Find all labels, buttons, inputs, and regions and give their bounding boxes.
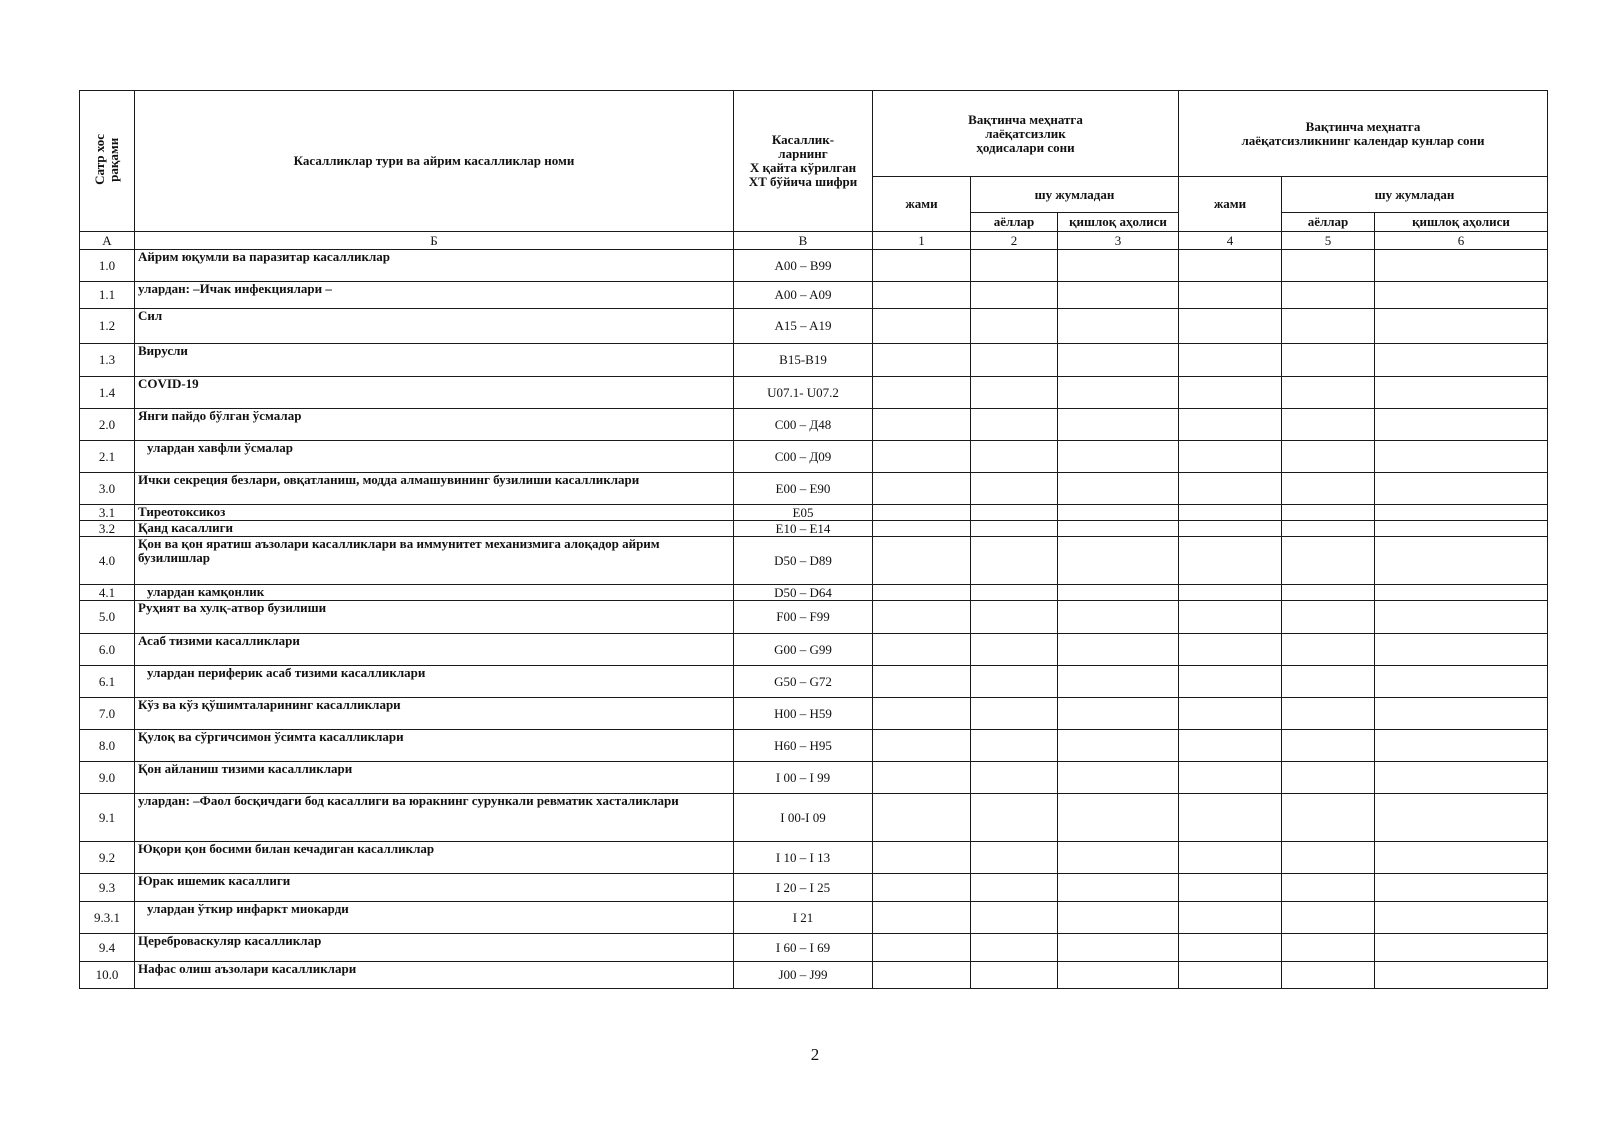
row-number: 6.1	[80, 666, 135, 698]
icd-code: I 00 – I 99	[734, 762, 873, 794]
row-number: 2.0	[80, 409, 135, 441]
column-index: 3	[1058, 232, 1179, 250]
value-cell[interactable]	[1179, 250, 1282, 282]
disease-name: улардан периферик асаб тизими касалликлари	[135, 666, 734, 698]
disease-name: Янги пайдо бўлган ўсмалар	[135, 409, 734, 441]
icd-code: I 60 – I 69	[734, 934, 873, 962]
column-index: Б	[135, 232, 734, 250]
value-cell[interactable]	[1179, 377, 1282, 409]
value-cell[interactable]	[1282, 762, 1375, 794]
column-index: А	[80, 232, 135, 250]
value-cell[interactable]	[1179, 505, 1282, 521]
row-number: 1.1	[80, 282, 135, 309]
table-row	[80, 505, 1548, 521]
header-icd-code: Касаллик- ларнинг Х қайта кўрилган ХТ бўйича шифри	[734, 91, 873, 232]
value-cell[interactable]	[971, 585, 1058, 601]
column-index: 1	[873, 232, 971, 250]
disease-name: Вирусли	[135, 344, 734, 377]
value-cell[interactable]	[1282, 441, 1375, 473]
value-cell[interactable]	[1058, 409, 1179, 441]
value-cell[interactable]	[1282, 505, 1375, 521]
header-cases-rural: қишлоқ аҳолиси	[1058, 213, 1179, 232]
header-days-women: аёллар	[1282, 213, 1375, 232]
value-cell[interactable]	[1282, 601, 1375, 634]
value-cell[interactable]	[1375, 874, 1548, 902]
disease-name: Ички секреция безлари, овқатланиш, модда алмашувининг бузилиши касалликлари	[135, 473, 734, 505]
value-cell[interactable]	[1282, 309, 1375, 344]
value-cell[interactable]	[1375, 666, 1548, 698]
value-cell[interactable]	[1058, 934, 1179, 962]
value-cell[interactable]	[1179, 666, 1282, 698]
table-row	[80, 377, 1548, 409]
value-cell[interactable]	[1179, 794, 1282, 842]
value-cell[interactable]	[1179, 441, 1282, 473]
table-row	[80, 934, 1548, 962]
value-cell[interactable]	[1282, 537, 1375, 585]
value-cell[interactable]	[1282, 730, 1375, 762]
icd-code: G00 – G99	[734, 634, 873, 666]
value-cell[interactable]	[873, 634, 971, 666]
value-cell[interactable]	[1375, 634, 1548, 666]
icd-code: H60 – H95	[734, 730, 873, 762]
row-number: 3.1	[80, 505, 135, 521]
disease-name: Қон ва қон яратиш аъзолари касалликлари ва иммунитет механизмига алоқадор айрим бузилишлар	[135, 537, 734, 585]
morbidity-table	[79, 90, 1548, 989]
value-cell[interactable]	[1179, 874, 1282, 902]
disease-name: улардан ўткир инфаркт миокарди	[135, 902, 734, 934]
value-cell[interactable]	[1058, 762, 1179, 794]
value-cell[interactable]	[1179, 730, 1282, 762]
value-cell[interactable]	[1375, 309, 1548, 344]
table-row	[80, 666, 1548, 698]
value-cell[interactable]	[873, 666, 971, 698]
value-cell[interactable]	[1282, 473, 1375, 505]
table-row	[80, 794, 1548, 842]
icd-code: I 21	[734, 902, 873, 934]
table-row	[80, 344, 1548, 377]
value-cell[interactable]	[1375, 441, 1548, 473]
value-cell[interactable]	[873, 409, 971, 441]
row-number: 10.0	[80, 962, 135, 989]
header-cases-total: жами	[873, 177, 971, 232]
header-days-including: шу жумладан	[1282, 177, 1548, 213]
disease-name: Тиреотоксикоз	[135, 505, 734, 521]
header-row-number-label: Сатр хос рақами	[92, 134, 121, 185]
table-row	[80, 473, 1548, 505]
value-cell[interactable]	[1282, 794, 1375, 842]
value-cell[interactable]	[1282, 962, 1375, 989]
value-cell[interactable]	[1375, 902, 1548, 934]
value-cell[interactable]	[873, 473, 971, 505]
row-number: 1.4	[80, 377, 135, 409]
icd-code: E10 – E14	[734, 521, 873, 537]
value-cell[interactable]	[1282, 666, 1375, 698]
value-cell[interactable]	[1058, 250, 1179, 282]
table-body	[80, 250, 1548, 989]
value-cell[interactable]	[1375, 521, 1548, 537]
row-number: 1.3	[80, 344, 135, 377]
value-cell[interactable]	[1282, 934, 1375, 962]
value-cell[interactable]	[873, 601, 971, 634]
value-cell[interactable]	[971, 794, 1058, 842]
value-cell[interactable]	[873, 962, 971, 989]
value-cell[interactable]	[1375, 537, 1548, 585]
row-number: 7.0	[80, 698, 135, 730]
value-cell[interactable]	[873, 344, 971, 377]
value-cell[interactable]	[1058, 309, 1179, 344]
header-cases-women: аёллар	[971, 213, 1058, 232]
header-days-rural: қишлоқ аҳолиси	[1375, 213, 1548, 232]
value-cell[interactable]	[873, 874, 971, 902]
value-cell[interactable]	[1179, 344, 1282, 377]
value-cell[interactable]	[1058, 794, 1179, 842]
value-cell[interactable]	[1179, 282, 1282, 309]
value-cell[interactable]	[873, 842, 971, 874]
table-row	[80, 537, 1548, 585]
value-cell[interactable]	[1058, 874, 1179, 902]
value-cell[interactable]	[1058, 842, 1179, 874]
column-index: 4	[1179, 232, 1282, 250]
value-cell[interactable]	[971, 409, 1058, 441]
value-cell[interactable]	[1282, 874, 1375, 902]
value-cell[interactable]	[873, 441, 971, 473]
icd-code: D50 – D64	[734, 585, 873, 601]
row-number: 3.0	[80, 473, 135, 505]
disease-name: Юқори қон босими билан кечадиган касалликлар	[135, 842, 734, 874]
value-cell[interactable]	[971, 934, 1058, 962]
value-cell[interactable]	[1179, 521, 1282, 537]
row-number: 9.3.1	[80, 902, 135, 934]
value-cell[interactable]	[873, 934, 971, 962]
value-cell[interactable]	[873, 537, 971, 585]
row-number: 1.2	[80, 309, 135, 344]
value-cell[interactable]	[1375, 934, 1548, 962]
disease-name: Сил	[135, 309, 734, 344]
table-row	[80, 962, 1548, 989]
value-cell[interactable]	[1375, 601, 1548, 634]
value-cell[interactable]	[1375, 377, 1548, 409]
value-cell[interactable]	[971, 601, 1058, 634]
row-number: 8.0	[80, 730, 135, 762]
value-cell[interactable]	[1058, 585, 1179, 601]
value-cell[interactable]	[1282, 344, 1375, 377]
value-cell[interactable]	[1282, 902, 1375, 934]
icd-code: C00 – Д48	[734, 409, 873, 441]
table-row	[80, 842, 1548, 874]
value-cell[interactable]	[971, 441, 1058, 473]
value-cell[interactable]	[971, 962, 1058, 989]
table-row	[80, 309, 1548, 344]
report-sheet	[79, 90, 1548, 989]
value-cell[interactable]	[1282, 698, 1375, 730]
header-row-number	[80, 91, 135, 232]
icd-code: I 00-I 09	[734, 794, 873, 842]
value-cell[interactable]	[1375, 585, 1548, 601]
value-cell[interactable]	[1179, 585, 1282, 601]
value-cell[interactable]	[1058, 344, 1179, 377]
value-cell[interactable]	[1179, 762, 1282, 794]
row-number: 9.1	[80, 794, 135, 842]
value-cell[interactable]	[1375, 794, 1548, 842]
table-row	[80, 902, 1548, 934]
value-cell[interactable]	[1375, 842, 1548, 874]
value-cell[interactable]	[1058, 902, 1179, 934]
table-row	[80, 585, 1548, 601]
value-cell[interactable]	[1375, 962, 1548, 989]
disease-name: Кўз ва кўз қўшимталарининг касалликлари	[135, 698, 734, 730]
row-number: 2.1	[80, 441, 135, 473]
table-row	[80, 634, 1548, 666]
disease-name: Юрак ишемик касаллиги	[135, 874, 734, 902]
value-cell[interactable]	[1375, 473, 1548, 505]
value-cell[interactable]	[873, 585, 971, 601]
header-disease-name: Касалликлар тури ва айрим касалликлар номи	[135, 91, 734, 232]
value-cell[interactable]	[1058, 282, 1179, 309]
row-number: 4.1	[80, 585, 135, 601]
value-cell[interactable]	[971, 250, 1058, 282]
table-row	[80, 441, 1548, 473]
header-days-total: жами	[1179, 177, 1282, 232]
value-cell[interactable]	[1282, 585, 1375, 601]
value-cell[interactable]	[971, 730, 1058, 762]
table-row	[80, 521, 1548, 537]
value-cell[interactable]	[873, 794, 971, 842]
value-cell[interactable]	[1282, 521, 1375, 537]
row-number: 9.0	[80, 762, 135, 794]
icd-code: B15-B19	[734, 344, 873, 377]
value-cell[interactable]	[873, 505, 971, 521]
disease-name: Руҳият ва хулқ-атвор бузилиши	[135, 601, 734, 634]
icd-code: F00 – F99	[734, 601, 873, 634]
value-cell[interactable]	[1375, 762, 1548, 794]
value-cell[interactable]	[971, 902, 1058, 934]
value-cell[interactable]	[971, 505, 1058, 521]
value-cell[interactable]	[1058, 634, 1179, 666]
value-cell[interactable]	[1179, 934, 1282, 962]
value-cell[interactable]	[873, 282, 971, 309]
value-cell[interactable]	[873, 521, 971, 537]
row-number: 5.0	[80, 601, 135, 634]
value-cell[interactable]	[1058, 505, 1179, 521]
value-cell[interactable]	[1375, 730, 1548, 762]
disease-name: Асаб тизими касалликлари	[135, 634, 734, 666]
value-cell[interactable]	[1179, 473, 1282, 505]
table-row	[80, 250, 1548, 282]
table-row	[80, 698, 1548, 730]
icd-code: D50 – D89	[734, 537, 873, 585]
value-cell[interactable]	[1375, 409, 1548, 441]
value-cell[interactable]	[1375, 505, 1548, 521]
value-cell[interactable]	[873, 309, 971, 344]
disease-name: улардан: –Фаол босқичдаги бод касаллиги ва юракнинг сурункали ревматик хасталиклари	[135, 794, 734, 842]
table-row	[80, 282, 1548, 309]
disease-name: улардан: –Ичак инфекциялари –	[135, 282, 734, 309]
value-cell[interactable]	[1282, 282, 1375, 309]
header-cases-count: Вақтинча меҳнатга лаёқатсизлик ҳодисалари сони	[873, 91, 1179, 177]
icd-code: A00 – A09	[734, 282, 873, 309]
value-cell[interactable]	[1058, 521, 1179, 537]
icd-code: J00 – J99	[734, 962, 873, 989]
icd-code: I 20 – I 25	[734, 874, 873, 902]
value-cell[interactable]	[971, 473, 1058, 505]
value-cell[interactable]	[1375, 282, 1548, 309]
value-cell[interactable]	[873, 730, 971, 762]
value-cell[interactable]	[1058, 698, 1179, 730]
icd-code: E05	[734, 505, 873, 521]
page-number: 2	[810, 1045, 820, 1064]
value-cell[interactable]	[1179, 902, 1282, 934]
icd-code: A00 – B99	[734, 250, 873, 282]
row-number: 1.0	[80, 250, 135, 282]
value-cell[interactable]	[971, 521, 1058, 537]
row-number: 9.4	[80, 934, 135, 962]
disease-name: улардан камқонлик	[135, 585, 734, 601]
icd-code: U07.1- U07.2	[734, 377, 873, 409]
value-cell[interactable]	[1058, 601, 1179, 634]
disease-name: Цереброваскуляр касалликлар	[135, 934, 734, 962]
value-cell[interactable]	[873, 250, 971, 282]
value-cell[interactable]	[971, 698, 1058, 730]
value-cell[interactable]	[1058, 962, 1179, 989]
row-number: 4.0	[80, 537, 135, 585]
value-cell[interactable]	[873, 698, 971, 730]
value-cell[interactable]	[1058, 666, 1179, 698]
column-index: 6	[1375, 232, 1548, 250]
table-row	[80, 601, 1548, 634]
row-number: 6.0	[80, 634, 135, 666]
value-cell[interactable]	[971, 634, 1058, 666]
value-cell[interactable]	[1282, 409, 1375, 441]
value-cell[interactable]	[873, 902, 971, 934]
header-calendar-days: Вақтинча меҳнатга лаёқатсизликнинг календар кунлар сони	[1179, 91, 1548, 177]
table-row	[80, 762, 1548, 794]
row-number: 9.3	[80, 874, 135, 902]
disease-name: Қон айланиш тизими касалликлари	[135, 762, 734, 794]
value-cell[interactable]	[1058, 441, 1179, 473]
table-row	[80, 409, 1548, 441]
value-cell[interactable]	[971, 309, 1058, 344]
icd-code: G50 – G72	[734, 666, 873, 698]
column-index: 5	[1282, 232, 1375, 250]
value-cell[interactable]	[873, 377, 971, 409]
value-cell[interactable]	[971, 282, 1058, 309]
value-cell[interactable]	[971, 842, 1058, 874]
value-cell[interactable]	[1179, 634, 1282, 666]
value-cell[interactable]	[1179, 962, 1282, 989]
row-number: 3.2	[80, 521, 135, 537]
value-cell[interactable]	[1375, 250, 1548, 282]
value-cell[interactable]	[873, 762, 971, 794]
icd-code: H00 – H59	[734, 698, 873, 730]
value-cell[interactable]	[971, 666, 1058, 698]
column-index: В	[734, 232, 873, 250]
value-cell[interactable]	[1058, 377, 1179, 409]
icd-code: I 10 – I 13	[734, 842, 873, 874]
value-cell[interactable]	[1179, 601, 1282, 634]
value-cell[interactable]	[1058, 537, 1179, 585]
disease-name: Қанд касаллиги	[135, 521, 734, 537]
value-cell[interactable]	[1375, 344, 1548, 377]
value-cell[interactable]	[971, 537, 1058, 585]
column-index-row	[80, 232, 1548, 250]
table-row	[80, 874, 1548, 902]
icd-code: C00 – Д09	[734, 441, 873, 473]
icd-code: E00 – E90	[734, 473, 873, 505]
disease-name: Айрим юқумли ва паразитар касалликлар	[135, 250, 734, 282]
value-cell[interactable]	[1282, 842, 1375, 874]
icd-code: A15 – A19	[734, 309, 873, 344]
value-cell[interactable]	[1058, 730, 1179, 762]
column-index: 2	[971, 232, 1058, 250]
value-cell[interactable]	[1179, 309, 1282, 344]
disease-name: улардан хавфли ўсмалар	[135, 441, 734, 473]
value-cell[interactable]	[971, 377, 1058, 409]
value-cell[interactable]	[1179, 537, 1282, 585]
value-cell[interactable]	[1375, 698, 1548, 730]
table-row	[80, 730, 1548, 762]
value-cell[interactable]	[1179, 842, 1282, 874]
value-cell[interactable]	[971, 344, 1058, 377]
header-cases-including: шу жумладан	[971, 177, 1179, 213]
value-cell[interactable]	[971, 874, 1058, 902]
row-number: 9.2	[80, 842, 135, 874]
disease-name: COVID-19	[135, 377, 734, 409]
value-cell[interactable]	[1282, 634, 1375, 666]
value-cell[interactable]	[1282, 250, 1375, 282]
disease-name: Қулоқ ва сўргичсимон ўсимта касалликлари	[135, 730, 734, 762]
value-cell[interactable]	[1179, 409, 1282, 441]
value-cell[interactable]	[971, 762, 1058, 794]
value-cell[interactable]	[1282, 377, 1375, 409]
disease-name: Нафас олиш аъзолари касалликлари	[135, 962, 734, 989]
value-cell[interactable]	[1058, 473, 1179, 505]
value-cell[interactable]	[1179, 698, 1282, 730]
